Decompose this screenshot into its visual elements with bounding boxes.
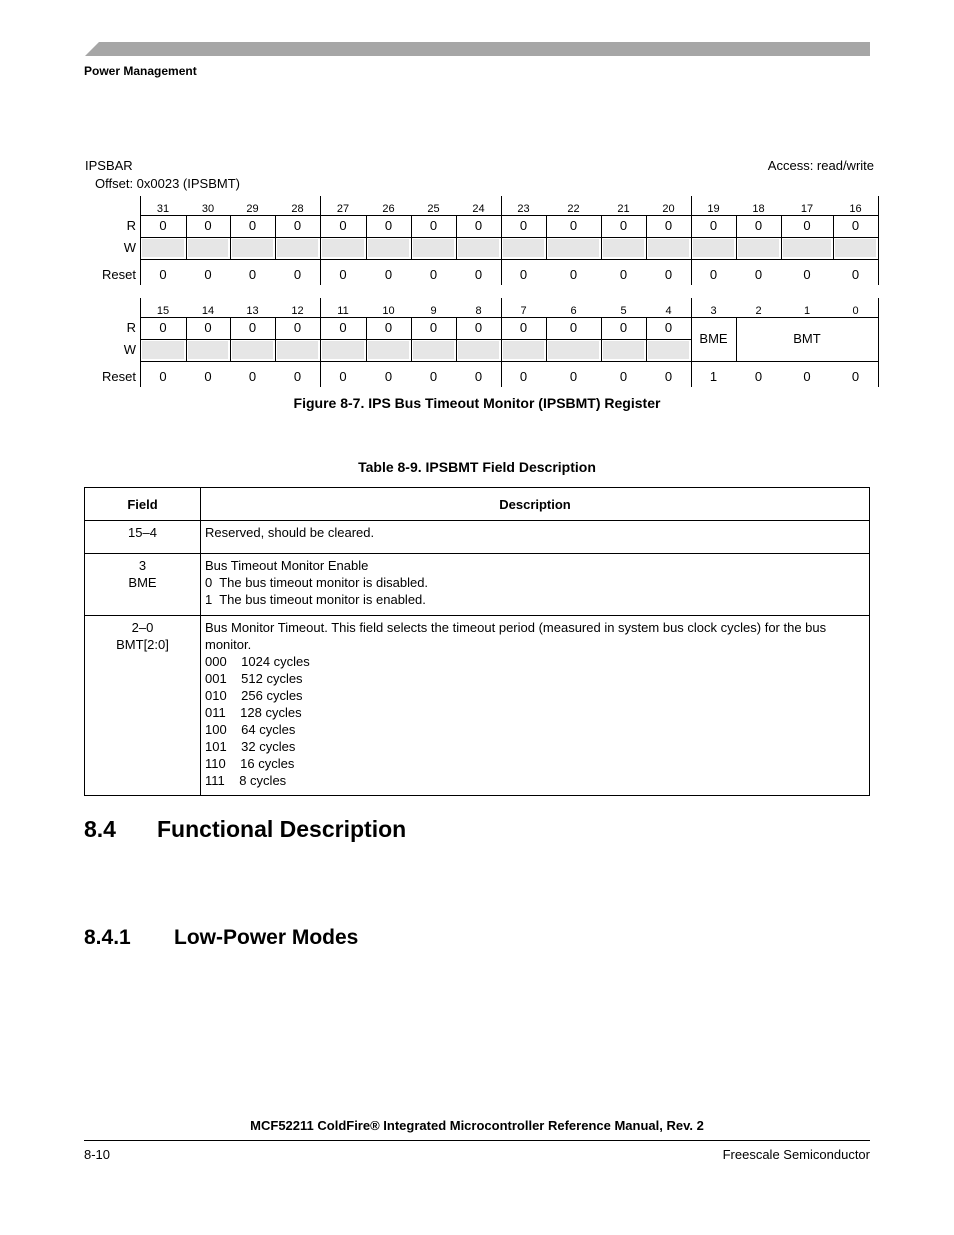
bit-number: 24 bbox=[472, 203, 485, 215]
cell-divider bbox=[691, 196, 692, 285]
write-cell bbox=[413, 239, 454, 257]
row-bottom-line bbox=[140, 361, 879, 362]
bit-number: 3 bbox=[710, 305, 717, 317]
read-value: 0 bbox=[664, 320, 673, 335]
reset-value: 0 bbox=[429, 267, 438, 282]
write-cell bbox=[548, 341, 599, 359]
bit-number: 16 bbox=[849, 203, 862, 215]
reset-value: 0 bbox=[159, 267, 167, 282]
description-line: 101 32 cycles bbox=[205, 739, 296, 754]
read-value: 0 bbox=[569, 320, 578, 335]
reset-value: 0 bbox=[519, 369, 528, 384]
field-line: 3 bbox=[138, 558, 147, 573]
section-title: Low-Power Modes bbox=[174, 926, 359, 949]
reset-value: 0 bbox=[519, 267, 528, 282]
read-value: 0 bbox=[339, 218, 347, 233]
reset-value: 0 bbox=[248, 369, 257, 384]
row-label-w: W bbox=[123, 342, 136, 357]
bit-number: 31 bbox=[156, 203, 170, 215]
reset-value: 0 bbox=[474, 369, 483, 384]
reset-value: 0 bbox=[339, 369, 347, 384]
reset-value: 0 bbox=[803, 267, 811, 282]
description-line: 110 16 cycles bbox=[205, 756, 295, 771]
reset-value: 0 bbox=[619, 267, 628, 282]
read-value: 0 bbox=[803, 218, 811, 233]
description-line: 000 1024 cycles bbox=[205, 654, 310, 669]
read-value: 0 bbox=[204, 218, 212, 233]
read-value: 0 bbox=[159, 320, 167, 335]
reset-value: 0 bbox=[293, 369, 302, 384]
reset-value: 1 bbox=[709, 369, 718, 384]
section-number: 8.4 bbox=[84, 816, 116, 842]
bit-number: 18 bbox=[752, 203, 765, 215]
column-header-field: Field bbox=[85, 488, 201, 521]
write-cell bbox=[322, 239, 364, 257]
cell-divider bbox=[320, 196, 321, 285]
read-value: 0 bbox=[384, 218, 393, 233]
table-header-row bbox=[85, 488, 870, 521]
table-row bbox=[85, 554, 870, 616]
field-cell bbox=[85, 554, 201, 616]
write-cell bbox=[458, 341, 499, 359]
field-label-bme: BME bbox=[699, 331, 728, 346]
description-line: 1 The bus timeout monitor is enabled. bbox=[205, 592, 426, 607]
description-line: 001 512 cycles bbox=[205, 671, 303, 686]
reset-value: 0 bbox=[429, 369, 438, 384]
bit-number: 21 bbox=[617, 203, 630, 215]
bit-number: 22 bbox=[567, 203, 580, 215]
reset-value: 0 bbox=[474, 267, 483, 282]
field-label-bmt: BMT bbox=[793, 331, 821, 346]
figure-caption: Figure 8-7. IPS Bus Timeout Monitor (IPSBMT) Register bbox=[293, 395, 661, 411]
bit-number: 11 bbox=[337, 305, 349, 317]
reset-value: 0 bbox=[754, 369, 763, 384]
cell-divider bbox=[501, 196, 502, 285]
footer-company: Freescale Semiconductor bbox=[722, 1147, 870, 1162]
row-top-line bbox=[140, 317, 879, 318]
bit-number: 7 bbox=[520, 305, 527, 317]
bit-number: 27 bbox=[336, 203, 350, 215]
bit-number: 17 bbox=[800, 203, 814, 215]
read-value: 0 bbox=[474, 320, 483, 335]
read-value: 0 bbox=[159, 218, 167, 233]
cell-divider bbox=[501, 298, 502, 387]
section-heading-8-4-1 bbox=[84, 926, 358, 950]
reset-value: 0 bbox=[569, 369, 578, 384]
field-line: BME bbox=[128, 575, 157, 590]
field-line: BMT[2:0] bbox=[116, 637, 169, 652]
page-number: 8-10 bbox=[84, 1147, 111, 1162]
reset-value: 0 bbox=[619, 369, 628, 384]
row-label-reset: Reset bbox=[102, 369, 136, 384]
write-cell bbox=[413, 341, 454, 359]
write-cell bbox=[503, 239, 544, 257]
read-value: 0 bbox=[293, 218, 302, 233]
table-row bbox=[85, 616, 870, 796]
reset-value: 0 bbox=[384, 267, 393, 282]
field-cell bbox=[85, 616, 201, 796]
row-label-reset: Reset bbox=[102, 267, 136, 282]
bit-number: 14 bbox=[201, 305, 215, 317]
cell-divider bbox=[140, 196, 141, 285]
table-row bbox=[85, 521, 870, 554]
read-value: 0 bbox=[384, 320, 393, 335]
read-value: 0 bbox=[339, 320, 347, 335]
read-value: 0 bbox=[248, 218, 257, 233]
write-cell bbox=[603, 239, 644, 257]
register-base-label: IPSBAR bbox=[85, 158, 133, 173]
write-cell bbox=[648, 341, 689, 359]
field-line: 15–4 bbox=[128, 525, 157, 540]
read-value: 0 bbox=[754, 218, 763, 233]
write-cell bbox=[188, 341, 228, 359]
write-cell bbox=[548, 239, 599, 257]
field-description-table bbox=[84, 487, 870, 796]
read-value: 0 bbox=[619, 218, 628, 233]
footer-manual-title: MCF52211 ColdFire® Integrated Microcontroller Reference Manual, Rev. 2 bbox=[250, 1118, 704, 1133]
write-cell bbox=[503, 341, 544, 359]
bit-number: 20 bbox=[662, 203, 675, 215]
row-top-line bbox=[140, 215, 879, 216]
write-cell bbox=[738, 239, 779, 257]
description-line: Bus Timeout Monitor Enable bbox=[205, 558, 369, 573]
write-cell bbox=[835, 239, 876, 257]
read-value: 0 bbox=[519, 320, 528, 335]
reset-value: 0 bbox=[803, 369, 811, 384]
bit-number: 0 bbox=[852, 305, 859, 317]
reset-value: 0 bbox=[709, 267, 718, 282]
read-value: 0 bbox=[293, 320, 302, 335]
write-cell bbox=[693, 239, 734, 257]
reset-value: 0 bbox=[204, 369, 212, 384]
bit-number: 23 bbox=[517, 203, 530, 215]
table-caption: Table 8-9. IPSBMT Field Description bbox=[358, 459, 596, 475]
section-heading-8-4 bbox=[84, 816, 406, 843]
reset-value: 0 bbox=[664, 369, 673, 384]
description-cell bbox=[201, 616, 870, 796]
bit-number: 28 bbox=[291, 203, 304, 215]
bit-number: 29 bbox=[246, 203, 259, 215]
field-line: 2–0 bbox=[131, 620, 154, 635]
reset-value: 0 bbox=[754, 267, 763, 282]
bit-number: 19 bbox=[707, 203, 720, 215]
description-line: 111 8 cycles bbox=[205, 773, 287, 788]
running-header: Power Management bbox=[84, 64, 197, 78]
write-cell bbox=[142, 239, 184, 257]
write-cell bbox=[232, 239, 273, 257]
write-cell bbox=[603, 341, 644, 359]
read-value: 0 bbox=[619, 320, 628, 335]
write-cell bbox=[232, 341, 273, 359]
read-value: 0 bbox=[248, 320, 257, 335]
row-bottom-line bbox=[140, 259, 879, 260]
cell-divider bbox=[140, 298, 141, 387]
reset-value: 0 bbox=[159, 369, 167, 384]
bit-number: 10 bbox=[382, 305, 395, 317]
column-header-description: Description bbox=[201, 488, 870, 521]
reset-value: 0 bbox=[293, 267, 302, 282]
bit-number: 12 bbox=[291, 305, 304, 317]
reset-value: 0 bbox=[569, 267, 578, 282]
description-line: 010 256 cycles bbox=[205, 688, 303, 703]
field-cell bbox=[85, 521, 201, 554]
description-line: 100 64 cycles bbox=[205, 722, 296, 737]
description-line: 0 The bus timeout monitor is disabled. bbox=[205, 575, 429, 590]
read-value: 0 bbox=[851, 218, 860, 233]
header-bar bbox=[85, 42, 870, 56]
description-cell bbox=[201, 521, 870, 554]
read-value: 0 bbox=[569, 218, 578, 233]
register-offset-label: Offset: 0x0023 (IPSBMT) bbox=[95, 176, 240, 191]
read-value: 0 bbox=[709, 218, 718, 233]
footer-rule bbox=[84, 1140, 870, 1141]
register-access-label: Access: read/write bbox=[767, 158, 874, 173]
cell-divider bbox=[878, 298, 879, 387]
write-cell bbox=[188, 239, 228, 257]
bit-number: 9 bbox=[430, 305, 437, 317]
bit-number: 1 bbox=[803, 305, 811, 317]
reset-value: 0 bbox=[851, 267, 860, 282]
reset-value: 0 bbox=[204, 267, 212, 282]
bit-number: 4 bbox=[665, 305, 672, 317]
row-label-w: W bbox=[123, 240, 136, 255]
bit-number: 8 bbox=[475, 305, 482, 317]
reset-value: 0 bbox=[339, 267, 347, 282]
description-cell bbox=[201, 554, 870, 616]
write-cell bbox=[277, 239, 318, 257]
write-cell bbox=[458, 239, 499, 257]
bit-number: 15 bbox=[156, 305, 170, 317]
reset-value: 0 bbox=[384, 369, 393, 384]
cell-divider bbox=[320, 298, 321, 387]
write-cell bbox=[142, 341, 184, 359]
bit-number: 26 bbox=[382, 203, 395, 215]
row-label-r: R bbox=[126, 218, 136, 233]
reset-value: 0 bbox=[664, 267, 673, 282]
row-label-r: R bbox=[126, 320, 136, 335]
row-mid-line bbox=[140, 339, 692, 340]
cell-divider bbox=[878, 196, 879, 285]
write-cell bbox=[648, 239, 689, 257]
write-cell bbox=[368, 341, 409, 359]
write-cell bbox=[322, 341, 364, 359]
section-title: Functional Description bbox=[157, 816, 407, 842]
section-number: 8.4.1 bbox=[84, 926, 131, 949]
row-mid-line bbox=[140, 237, 879, 238]
read-value: 0 bbox=[519, 218, 528, 233]
bit-number: 5 bbox=[620, 305, 627, 317]
write-cell bbox=[368, 239, 409, 257]
bit-number: 13 bbox=[246, 305, 259, 317]
description-line: Reserved, should be cleared. bbox=[205, 525, 375, 540]
write-cell bbox=[783, 239, 831, 257]
description-line: 011 128 cycles bbox=[205, 705, 302, 720]
bit-number: 30 bbox=[201, 203, 215, 215]
read-value: 0 bbox=[664, 218, 673, 233]
read-value: 0 bbox=[474, 218, 483, 233]
bit-number: 25 bbox=[427, 203, 440, 215]
read-value: 0 bbox=[429, 218, 438, 233]
write-cell bbox=[277, 341, 318, 359]
bit-number: 6 bbox=[570, 305, 577, 317]
reset-value: 0 bbox=[851, 369, 860, 384]
description-line: Bus Monitor Timeout. This field selects the timeout period (measured in system bus clock cycles) for the bus monitor. bbox=[205, 620, 827, 652]
bit-number: 2 bbox=[755, 305, 762, 317]
read-value: 0 bbox=[429, 320, 438, 335]
reset-value: 0 bbox=[248, 267, 257, 282]
read-value: 0 bbox=[204, 320, 212, 335]
